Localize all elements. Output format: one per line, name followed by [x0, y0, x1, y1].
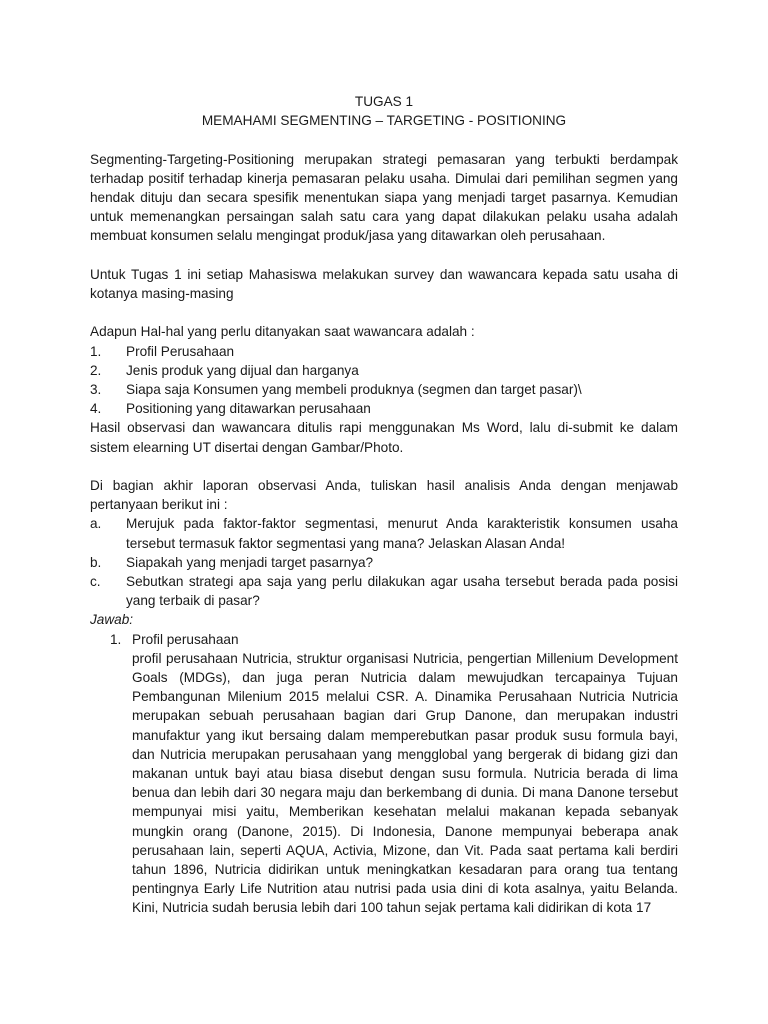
- answer-title: Profil perusahaan: [132, 631, 239, 647]
- answer-list: [90, 630, 678, 918]
- task-paragraph: Untuk Tugas 1 ini setiap Mahasiswa melakukan survey dan wawancara kepada satu usaha di kotanya masing-masing: [90, 266, 678, 301]
- spacer: [90, 457, 678, 476]
- list-item-text: Merujuk pada faktor-faktor segmentasi, menurut Anda karakteristik konsumen usaha tersebut termasuk faktor segmentasi yang mana? Jelaskan Alasan Anda!: [126, 516, 678, 551]
- list-marker: c.: [90, 574, 101, 590]
- questions-lead: Adapun Hal-hal yang perlu ditanyakan saat wawancara adalah :: [90, 324, 475, 340]
- spacer: [90, 246, 678, 265]
- list-item-text: Sebutkan strategi apa saja yang perlu dilakukan agar usaha tersebut berada pada posisi yang terbaik di pasar?: [126, 574, 678, 609]
- list-item: [90, 572, 678, 610]
- submission-paragraph: Hasil observasi dan wawancara ditulis rapi menggunakan Ms Word, lalu di-submit ke dalam sistem elearning UT disertai dengan Gambar/Photo.: [90, 420, 678, 455]
- list-item-text: Siapakah yang menjadi target pasarnya?: [126, 554, 374, 570]
- list-marker: 2.: [90, 362, 102, 378]
- list-item: [90, 342, 678, 361]
- list-item: [90, 380, 678, 399]
- list-item: [90, 361, 678, 380]
- list-marker: 4.: [90, 401, 102, 417]
- list-marker: 3.: [90, 382, 102, 397]
- document-title: TUGAS 1: [354, 94, 414, 109]
- list-item-text: Jenis produk yang dijual dan harganya: [126, 362, 359, 378]
- list-item-text: Positioning yang ditawarkan perusahaan: [126, 401, 371, 417]
- answer-marker: 1.: [110, 631, 122, 647]
- list-item: [90, 553, 678, 572]
- intro-paragraph: Segmenting-Targeting-Positioning merupakan strategi pemasaran yang terbukti berdampak terhadap positif terhadap kinerja pemasaran pelaku usaha. Dimulai dari pemilihan segmen yang hendak dituju dan secara spesifik menentukan siapa yang menjadi target pasarnya. Kemudian untuk memenangkan persaingan salah satu cara yang dapat dilakukan pelaku usaha adalah membuat konsumen selalu mengingat produk/jasa yang ditawarkan oleh perusahaan.: [90, 151, 678, 244]
- list-marker: b.: [90, 554, 102, 570]
- document-subtitle: MEMAHAMI SEGMENTING – TARGETING - POSITIONING: [201, 113, 567, 129]
- spacer: [90, 303, 678, 322]
- list-marker: a.: [90, 516, 102, 532]
- answer-label: Jawab:: [90, 612, 134, 628]
- list-item: [90, 514, 678, 552]
- analysis-lead: Di bagian akhir laporan observasi Anda, tuliskan hasil analisis Anda dengan menjawab pertanyaan berikut ini :: [90, 478, 678, 513]
- list-item-text: Profil Perusahaan: [126, 343, 235, 359]
- list-marker: 1.: [90, 343, 102, 359]
- spacer: [90, 130, 678, 149]
- answer-item: [110, 630, 678, 918]
- answer-body: profil perusahaan Nutricia, struktur organisasi Nutricia, pengertian Millenium Development Goals (MDGs), dan juga peran Nutricia dalam mewujudkan tercapainya Tujuan Pembangunan Milenium 2015 melalui CSR. A. Dinamika Perusahaan Nutricia Nutricia merupakan sebuah perusahaan bagian dari Grup Danone, dan merupakan industri manufaktur yang ikut bersaing dalam memperebutkan pasar produk susu formula bayi, dan Nutricia merupakan perusahaan yang mengglobal yang bergerak di bidang gizi dan makanan untuk bayi atau biasa disebut dengan susu formula. Nutricia berada di lima benua dan lebih dari 30 negara maju dan berkembang di dunia. Di mana Danone tersebut mempunyai misi yaitu, Memberikan kesehatan melalui makanan kepada sebanyak mungkin orang (Danone, 2015). Di Indonesia, Danone mempunyai beberapa anak perusahaan lain, seperti AQUA, Activia, Mizone, dan Vit. Pada saat pertama kali berdiri tahun 1896, Nutricia didirikan untuk meningkatkan kesadaran para orang tua tentang pentingnya Early Life Nutrition atau nutrisi pada usia dini di kota asalnya, yaitu Belanda. Kini, Nutricia sudah berusia lebih dari 100 tahun sejak pertama kali didirikan di kota 17: [132, 650, 678, 916]
- list-item: [90, 399, 678, 418]
- document-content: [90, 92, 678, 918]
- list-item-text: Siapa saja Konsumen yang membeli produknya (segmen dan target pasar)\: [126, 382, 582, 397]
